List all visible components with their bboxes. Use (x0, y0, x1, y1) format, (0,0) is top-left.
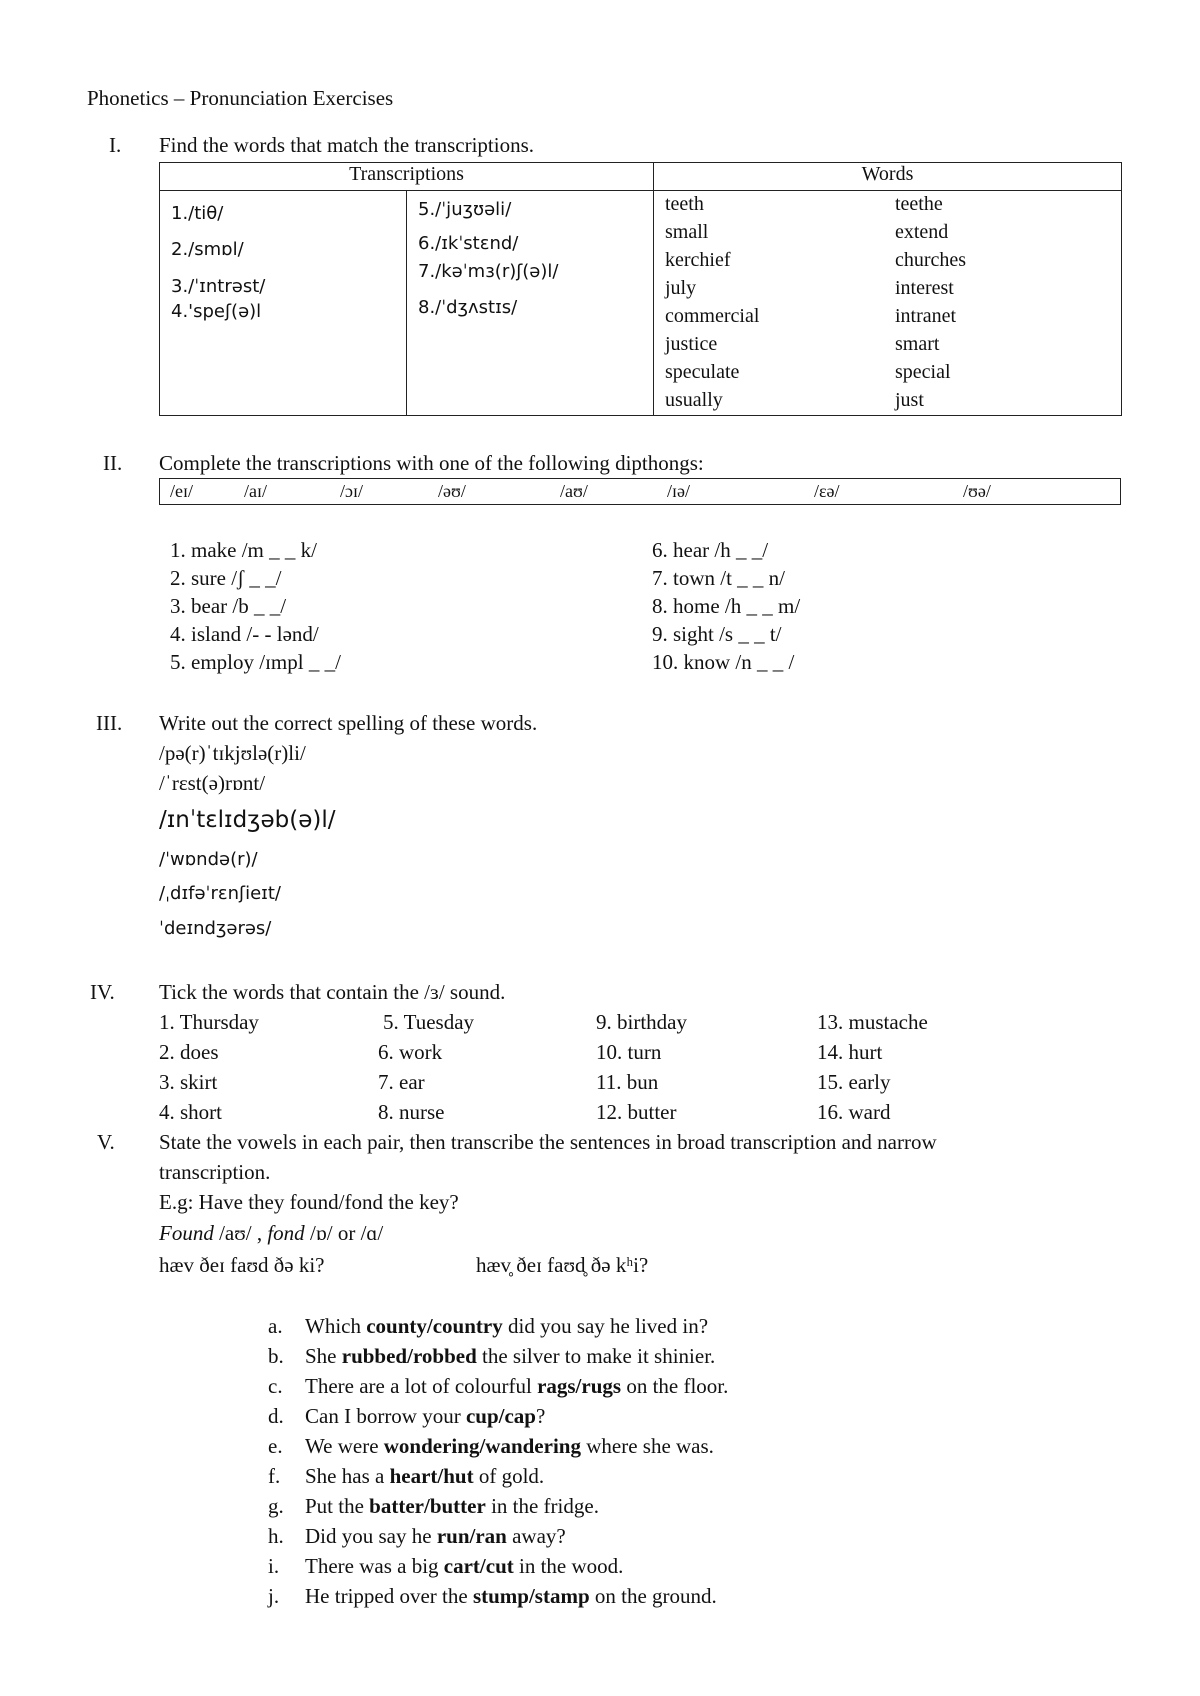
spelling-transcription: /ˈwɒndə(r)/ (159, 849, 258, 870)
tick-word: 9. birthday (596, 1010, 687, 1034)
sentence-text: We were (305, 1434, 384, 1458)
tick-word: 14. hurt (817, 1040, 883, 1064)
tick-word: 2. does (159, 1040, 219, 1064)
diphthong: /ʊə/ (963, 481, 991, 501)
tick-word: 11. bun (596, 1070, 659, 1094)
section-2-number: II. (103, 451, 123, 475)
diphthong: /əʊ/ (438, 481, 466, 501)
diphthong-exercise-item: 5. employ /ɪmpl _ _/ (170, 650, 341, 674)
diphthong: /ɪə/ (667, 481, 690, 501)
diphthong-exercise-item: 9. sight /s _ _ t/ (652, 622, 782, 646)
sentence-text: in the fridge. (485, 1494, 599, 1518)
narrow-transcription: hæv̥ ðeɪ faʊd̥ ðə kʰi? (476, 1253, 649, 1277)
word-item: smart (895, 333, 940, 355)
word-pair: stump/stamp (472, 1584, 590, 1608)
page-title: Phonetics – Pronunciation Exercises (87, 86, 394, 110)
diphthong-exercise-item: 1. make /m _ _ k/ (170, 538, 317, 562)
example-word-2: fond (267, 1221, 305, 1245)
sentence-text: on the floor. (621, 1374, 729, 1398)
word-pair: rubbed/robbed (341, 1344, 477, 1368)
diphthong: /aʊ/ (560, 481, 588, 501)
header-transcriptions: Transcriptions (160, 163, 654, 191)
tick-word: 13. mustache (817, 1010, 928, 1034)
word-item: justice (665, 333, 718, 355)
sentence-letter: c. (268, 1374, 283, 1398)
transcription-item: 8./ˈdʒʌstɪs/ (418, 297, 518, 318)
header-words: Words (654, 163, 1122, 191)
tick-word: 5. Tuesday (383, 1010, 475, 1034)
sentence-letter: b. (268, 1344, 284, 1368)
example-ipa-1: /aʊ/ , (213, 1221, 268, 1245)
transcription-item: 2./smɒl/ (171, 239, 244, 260)
sentence-text: Which (305, 1314, 367, 1338)
section-5-instruction-line1: State the vowels in each pair, then transcribe the sentences in broad transcription and narrow (159, 1130, 937, 1154)
diphthong-exercise-item: 3. bear /b _ _/ (170, 594, 287, 618)
diphthong-exercise-item: 10. know /n _ _ / (652, 650, 795, 674)
broad-transcription: hæv ðeɪ faʊd ðə ki? (159, 1253, 325, 1277)
sentence-text: the silver to make it shinier. (476, 1344, 716, 1368)
sentence-letter: h. (268, 1524, 284, 1548)
words-cell (654, 191, 1122, 416)
sentence-text: of gold. (473, 1464, 545, 1488)
diphthong: /eɪ/ (170, 481, 193, 501)
diphthong-exercise-item: 8. home /h _ _ m/ (652, 594, 801, 618)
diphthong-exercise-item: 6. hear /h _ _/ (652, 538, 769, 562)
sentence-text: Can I borrow your (305, 1404, 466, 1428)
tick-word: 6. work (378, 1040, 443, 1064)
section-5-number: V. (97, 1130, 115, 1154)
section-3-instruction: Write out the correct spelling of these words. (159, 711, 538, 735)
sentence (305, 1584, 717, 1609)
sentence (305, 1374, 728, 1399)
sentence-text: There was a big (305, 1554, 444, 1578)
spelling-transcription: /pə(r)ˈtɪkjʊlə(r)li/ (159, 741, 306, 765)
sentence-letter: d. (268, 1404, 284, 1428)
transcription-item: 6./ɪkˈstɛnd/ (418, 233, 519, 254)
sentence-text: away? (506, 1524, 566, 1548)
word-item: commercial (665, 305, 760, 327)
spelling-transcription: /ɪnˈtɛlɪdʒəb(ə)l/ (159, 807, 336, 833)
transcription-item: 1./tiθ/ (171, 203, 224, 224)
word-item: churches (895, 249, 967, 271)
section-2-instruction: Complete the transcriptions with one of the following dipthongs: (159, 451, 704, 475)
word-item: small (665, 221, 709, 243)
sentence (305, 1434, 714, 1459)
sentence-letter: f. (268, 1464, 281, 1488)
example-word-1: Found (159, 1221, 214, 1245)
sentence-letter: a. (268, 1314, 283, 1338)
sentence-letter: j. (268, 1584, 280, 1608)
tick-word: 16. ward (817, 1100, 891, 1124)
sentence (305, 1344, 715, 1369)
sentence-text: Did you say he (305, 1524, 437, 1548)
tick-word: 8. nurse (378, 1100, 445, 1124)
transcription-table (159, 162, 1122, 416)
section-5-instruction-line2: transcription. (159, 1160, 271, 1184)
sentence-text: He tripped over the (305, 1584, 473, 1608)
sentence-text: Put the (305, 1494, 370, 1518)
tick-word: 3. skirt (159, 1070, 218, 1094)
sentence-text: on the ground. (589, 1584, 717, 1608)
word-pair: run/ran (436, 1524, 507, 1548)
diphthong-exercise-item: 2. sure /ʃ _ _/ (170, 566, 282, 590)
example-sentence: E.g: Have they found/fond the key? (159, 1190, 459, 1214)
diphthong-box (159, 478, 1121, 505)
word-pair: heart/hut (389, 1464, 474, 1488)
sentence-letter: g. (268, 1494, 284, 1518)
tick-word: 15. early (817, 1070, 891, 1094)
sentence-text: She (305, 1344, 342, 1368)
word-item: speculate (665, 361, 740, 383)
diphthong: /ɛə/ (814, 481, 840, 501)
word-item: july (665, 277, 697, 299)
section-4-number: IV. (90, 980, 115, 1004)
diphthong-exercise-item: 7. town /t _ _ n/ (652, 566, 786, 590)
example-ipa-2: /ɒ/ or /ɑ/ (304, 1221, 384, 1245)
transcriptions-col-1 (160, 191, 407, 416)
sentence (305, 1524, 566, 1549)
sentence (305, 1554, 623, 1579)
sentence (305, 1404, 545, 1429)
word-item: interest (895, 277, 954, 299)
diphthong: /aɪ/ (244, 481, 267, 501)
tick-word: 7. ear (378, 1070, 425, 1094)
diphthong: /ɔɪ/ (340, 481, 363, 501)
sentence-text: She has a (305, 1464, 390, 1488)
word-pair: wondering/wandering (383, 1434, 581, 1458)
spelling-transcription: /ˈrɛst(ə)rɒnt/ (159, 771, 266, 795)
word-item: kerchief (665, 249, 731, 271)
section-4-instruction: Tick the words that contain the /ɜ/ sound. (159, 980, 506, 1004)
word-pair: cup/cap (465, 1404, 536, 1428)
spelling-transcription: /ˌdɪfəˈrɛnʃieɪt/ (159, 883, 281, 904)
word-item: teeth (665, 193, 704, 215)
sentence-letter: i. (268, 1554, 280, 1578)
diphthong-exercise-item: 4. island /- - lənd/ (170, 622, 319, 646)
word-item: extend (895, 221, 949, 243)
section-1-instruction: Find the words that match the transcriptions. (159, 133, 535, 157)
tick-word: 4. short (159, 1100, 222, 1124)
sentence (305, 1314, 708, 1339)
transcription-item: 5./ˈjuʒʊəli/ (418, 199, 512, 220)
word-item: special (895, 361, 951, 383)
tick-word: 12. butter (596, 1100, 677, 1124)
transcriptions-col-2 (407, 191, 654, 416)
sentence-text: There are a lot of colourful (305, 1374, 538, 1398)
transcription-item: 3./ˈɪntrəst/ (171, 276, 266, 297)
word-pair: cart/cut (443, 1554, 514, 1578)
word-pair: batter/butter (369, 1494, 486, 1518)
transcription-item: 4.'speʃ(ə)l (171, 301, 262, 322)
sentence (305, 1494, 599, 1519)
sentence-text: where she was. (580, 1434, 714, 1458)
sentence-text: did you say he lived in? (502, 1314, 709, 1338)
sentence-letter: e. (268, 1434, 283, 1458)
word-pair: rags/rugs (537, 1374, 622, 1398)
sentence (305, 1464, 544, 1489)
tick-word: 10. turn (596, 1040, 662, 1064)
word-item: usually (665, 389, 723, 411)
section-3-number: III. (96, 711, 123, 735)
tick-word: 1. Thursday (159, 1010, 259, 1034)
word-item: intranet (895, 305, 957, 327)
example-vowels (159, 1221, 383, 1246)
word-item: just (895, 389, 924, 411)
word-pair: county/country (366, 1314, 503, 1338)
sentence-text: ? (535, 1404, 546, 1428)
transcription-item: 7./kəˈmɜ(r)ʃ(ə)l/ (418, 261, 559, 282)
sentence-text: in the wood. (513, 1554, 624, 1578)
spelling-transcription: ˈdeɪndʒərəs/ (159, 918, 272, 939)
word-item: teethe (895, 193, 943, 215)
section-1-number: I. (109, 133, 122, 157)
